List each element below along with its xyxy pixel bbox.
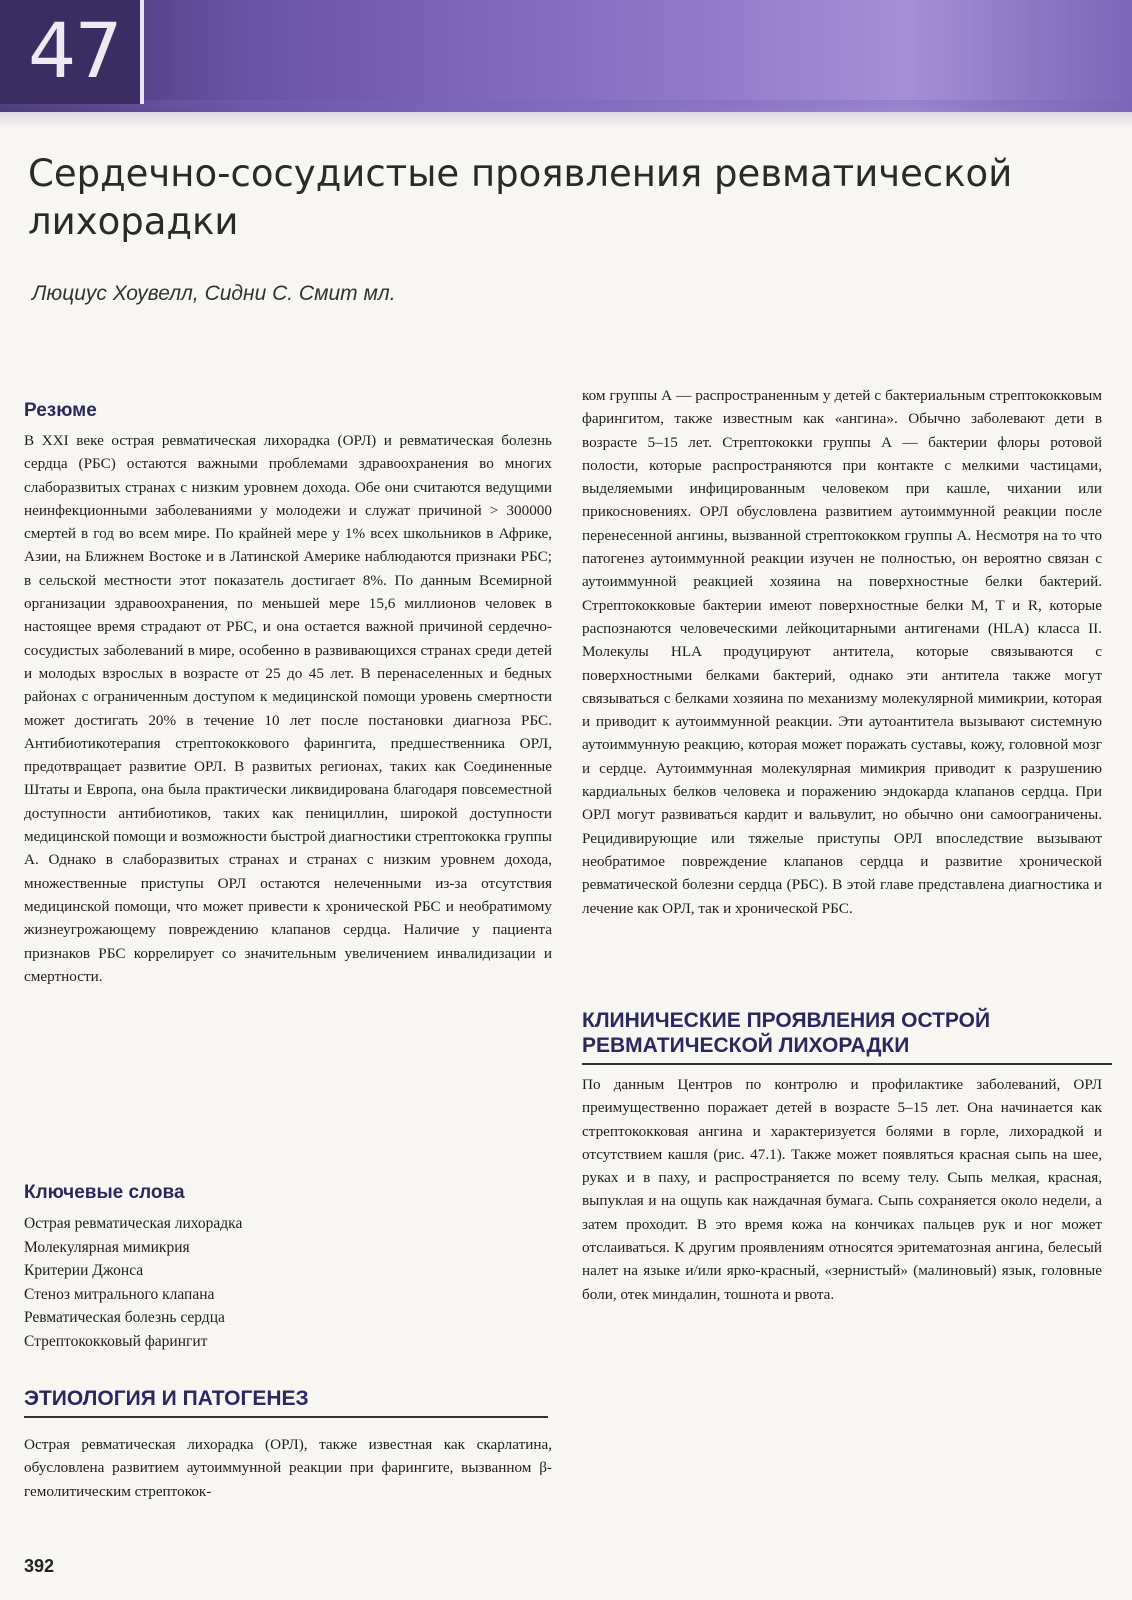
page-number: 392 — [24, 1556, 55, 1576]
chapter-authors: Люциус Хоувелл, Сидни С. Смит мл. — [32, 282, 396, 305]
chapter-number-box — [0, 0, 144, 104]
summary-text: В XXI веке острая ревматическая лихорадка (ОРЛ) и ревматическая болезнь сердца (РБС) остаются важными проблемами здравоохранения во многих слаборазвитых странах с низким уровнем дохода. Обе они считаются ведущими неинфекционными заболеваниями у молодежи и служат причиной > 300000 смертей в год во всем мире. По крайней мере у 1% всех школьников в Африке, Азии, на Ближнем Востоке и в Латинской Америке наблюдаются признаки РБС; в сельской местности этот показатель достигает 8%. По данным Всемирной организации здравоохранения, по меньшей мере 15,6 миллионов человек в настоящее время страдают от РБС, и она остается важной причиной сердечно-сосудистых заболеваний в мире, особенно в развивающихся странах среди детей и молодых взрослых в возрасте от 25 до 45 лет. В перенаселенных и бедных районах с ограниченным доступом к медицинской помощи уровень смертности может достигать 20% в течение 10 лет после постановки диагноза РБС. Антибиотикотерапия стрептококкового фарингита, предшественника ОРЛ, предотвращает развитие ОРЛ. В развитых регионах, таких как Соединенные Штаты и Европа, она была практически ликвидирована благодаря повсеместной доступности антибиотиков, таких как пенициллин, широкой доступности медицинской помощи и возможности быстрой диагностики стрептококка группы А. Однако в слаборазвитых странах и странах с низким уровнем дохода, множественные приступы ОРЛ остаются нелеченными из-за отсутствия медицинской помощи, что может привести к хронической РБС и необратимому жизнеугрожающему повреждению клапанов сердца. Наличие у пациента признаков РБС коррелирует со значительным увеличением инвалидизации и смертности. — [24, 432, 552, 985]
clinical-heading-line2: РЕВМАТИЧЕСКОЙ ЛИХОРАДКИ — [582, 1034, 910, 1057]
keyword-item: Молекулярная мимикрия — [24, 1238, 190, 1256]
chapter-title: Сердечно-сосудистые проявления ревматической лихорадки — [28, 152, 1013, 243]
chapter-number: 47 — [28, 6, 121, 95]
keyword-item: Стрептококковый фарингит — [24, 1332, 208, 1350]
keyword-item: Стеноз митрального клапана — [24, 1285, 215, 1303]
chapter-banner — [0, 0, 1132, 112]
keywords-list — [24, 1212, 242, 1354]
etiology-text-right: ком группы А — распространенным у детей с бактериальным стрептококковым фарингитом, также известным как «ангина». Обычно заболевают дети в возрасте 5–15 лет. Стрептококки группы А — бактерии флоры ротовой полости, которые распространяются при контакте с мелкими частицами, выделяемыми инфицированным человеком при кашле, чихании или прикосновениях. ОРЛ обусловлена развитием аутоиммунной реакции после перенесенной ангины, вызванной стрептококком группы А. Несмотря на то что патогенез аутоиммунной реакции изучен не полностью, он вероятно связан с аутоиммунной реакцией хозяина на поверхностные белки бактерий. Стрептококковые бактерии имеют поверхностные белки M, T и R, которые распознаются человеческими лейкоцитарными антигенами (HLA) класса II. Молекулы HLA продуцируют антитела, которые связываются с поверхностными белками бактерий, однако эти антитела также могут связываться с белками хозяина по механизму молекулярной мимикрии, которая и приводит к аутоиммунной реакции. Эти аутоантитела вызывают системную аутоиммунную реакцию, которая может поражать суставы, кожу, головной мозг и сердце. Аутоиммунная молекулярная мимикрия приводит к разрушению кардиальных белков человека и поражению эндокарда клапанов сердца. При ОРЛ могут развиваться кардит и вальвулит, но обычно они самоограничены. Рецидивирующие или тяжелые приступы ОРЛ впоследствие вызывают необратимое повреждение клапанов сердца и развитие хронической ревматической болезни сердца (РБС). В этой главе представлена диагностика и лечение как ОРЛ, так и хронической РБС. — [582, 387, 1102, 917]
keywords-heading: Ключевые слова — [24, 1182, 185, 1203]
keyword-item: Ревматическая болезнь сердца — [24, 1309, 225, 1327]
banner-shadow — [0, 100, 1132, 128]
summary-heading: Резюме — [24, 400, 97, 421]
keyword-item: Острая ревматическая лихорадка — [24, 1215, 243, 1232]
etiology-heading: ЭТИОЛОГИЯ И ПАТОГЕНЕЗ — [24, 1386, 548, 1418]
etiology-text-left: Острая ревматическая лихорадка (ОРЛ), также известная как скарлатина, обусловлена развитием аутоиммунной реакции при фарингите, вызванном β-гемолитическим стрептокок- — [24, 1436, 552, 1500]
clinical-text: По данным Центров по контролю и профилактике заболеваний, ОРЛ преимущественно поражает детей в возрасте 5–15 лет. Она начинается как стрептококковая ангина и характеризуется болями в горле, лихорадкой и отсутствием кашля (рис. 47.1). Также может появляться красная сыпь на шее, руках и в паху, и распространяется по всему телу. Сыпь мелкая, красная, выпуклая и на ощупь как наждачная бумага. Сыпь сохраняется около недели, а затем проходит. В это время кожа на кончиках пальцев рук и ног может отслаиваться. К другим проявлениям относятся эритематозная ангина, белесый налет на языке и/или ярко-красный, «зернистый» (малиновый) язык, головные боли, отек миндалин, тошнота и рвота. — [582, 1076, 1102, 1303]
clinical-heading — [582, 1008, 1112, 1065]
keyword-item: Критерии Джонса — [24, 1262, 144, 1280]
clinical-heading-line1: КЛИНИЧЕСКИЕ ПРОЯВЛЕНИЯ ОСТРОЙ — [582, 1009, 991, 1032]
